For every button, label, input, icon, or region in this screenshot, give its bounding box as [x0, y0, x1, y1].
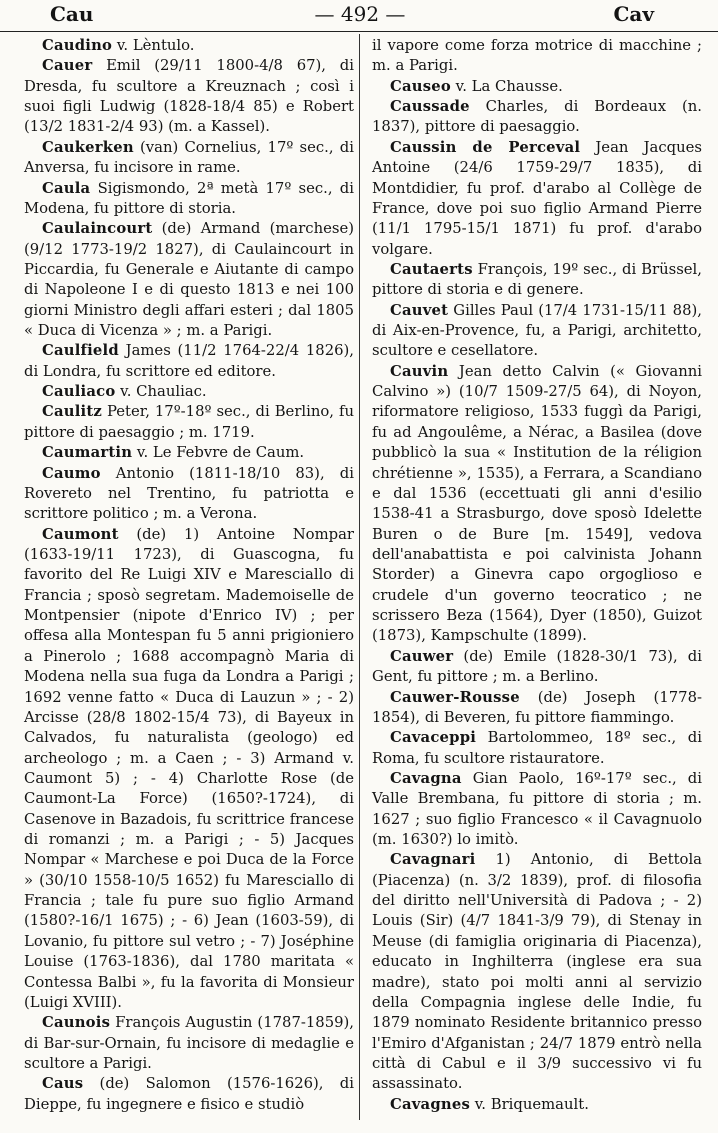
- entry-headword: Cavaceppi: [390, 729, 477, 747]
- dictionary-entry: [24, 525, 354, 1014]
- dictionary-entry: [372, 647, 702, 688]
- entry-headword: Caudino: [42, 37, 113, 54]
- entry-body: (de) Joseph (1778-1854), di Beveren, fu pittore fiammingo.: [372, 688, 702, 726]
- entry-headword: Cavagna: [390, 769, 462, 787]
- column-divider: [359, 34, 360, 1120]
- entry-body: Bartolommeo, 18º sec., di Roma, fu scultore ristauratore.: [372, 729, 702, 767]
- entry-headword: Caulfield: [42, 342, 119, 360]
- entry-headword: Caussin de Perceval: [390, 138, 581, 156]
- entry-body: (de) Emile (1828-30/1 73), di Gent, fu pittore ; m. a Berlino.: [372, 647, 702, 686]
- entry-headword: Caulaincourt: [42, 220, 153, 238]
- entry-headword: Caumont: [42, 525, 119, 543]
- dictionary-entry: [24, 1074, 354, 1115]
- right-column: [372, 36, 702, 1115]
- entry-headword: Cavagnari: [390, 851, 476, 869]
- dictionary-entry: [24, 56, 354, 137]
- entry-body: James (11/2 1764-22/4 1826), di Londra, fu scrittore ed editore.: [24, 342, 354, 380]
- entry-headword: Caunois: [42, 1014, 111, 1032]
- dictionary-entry: [24, 382, 354, 402]
- entry-headword: Cauvet: [390, 301, 449, 319]
- entry-headword: Cauer: [42, 57, 93, 75]
- dictionary-entry: [372, 97, 702, 138]
- dictionary-entry: [24, 36, 354, 56]
- dictionary-entry: [372, 301, 702, 362]
- entry-headword: Caukerken: [42, 138, 134, 156]
- entry-body: François Augustin (1787-1859), di Bar-sur-Ornain, fu incisore di medaglie e scultore a Parigi.: [24, 1014, 354, 1072]
- entry-body: Sigismondo, 2ª metà 17º sec., di Modena, fu pittore di storia.: [24, 179, 354, 217]
- dictionary-entry: [372, 362, 702, 647]
- entry-headword: Cavagnes: [390, 1095, 470, 1113]
- entry-body: (de) Salomon (1576-1626), di Dieppe, fu ingegnere e fisico e studiò: [24, 1075, 354, 1113]
- entry-headword: Cauvin: [390, 362, 449, 380]
- dictionary-entry: [24, 179, 354, 220]
- entry-body: il vapore come forza motrice di macchine ; m. a Parigi.: [372, 37, 702, 75]
- entry-body: Jean detto Calvin (« Giovanni Calvino ») (10/7 1509-27/5 64), di Noyon, riformatore religioso, 1533 fuggì da Parigi, fu ad Angoulême, a Nérac, a Basilea (dove pubblicò la sua « Institution de la réligion chrétienne », 1535), a Ferrara, a Scandiano e dal 1536 (eccettuati gli anni d'esilio 1538-41 a Strasburgo, dove sposò Idelette Buren o de Bure [m. 1549], vedova dell'anabattista e poi calvinista Johann Storder) a Ginevra capo orgoglioso e crudele d'un governo teocratico ; ne scrissero Beza (1564), Dyer (1850), Guizot (1873), Kampschulte (1899).: [372, 362, 702, 645]
- entry-body: Peter, 17º-18º sec., di Berlino, fu pittore di paesaggio ; m. 1719.: [24, 403, 354, 441]
- entry-body: Gian Paolo, 16º-17º sec., di Valle Brembana, fu pittore di storia ; m. 1627 ; suo figlio Francesco « il Cavagnuolo (m. 1630?) lo imitò.: [372, 769, 702, 849]
- dictionary-entry: [372, 138, 702, 260]
- entry-body: v. Chauliac.: [115, 383, 207, 401]
- entry-headword: Caussade: [390, 98, 470, 116]
- entry-headword: Cauliaco: [42, 383, 116, 401]
- entry-body: (van) Cornelius, 17º sec., di Anversa, fu incisore in rame.: [24, 138, 354, 177]
- entry-body: Emil (29/11 1800-4/8 67), di Dresda, fu scultore a Kreuznach ; così i suoi figli Ludwig (1828-18/4 85) e Robert (13/2 1831-2/4 93) (m. a Kassel).: [24, 57, 354, 136]
- dictionary-entry: [372, 1095, 702, 1115]
- entry-body: (de) Armand (marchese) (9/12 1773-19/2 1827), di Caulaincourt in Piccardia, fu Generale e Aiutante di campo di Napoleone I e di questo 1813 e nei 100 giorni Ministro degli affari esteri ; dal 1805 « Duca di Vicenza » ; m. a Parigi.: [24, 220, 354, 340]
- entry-headword: Causeo: [390, 77, 451, 95]
- dictionary-entry: [24, 138, 354, 179]
- entry-body: Jean Jacques Antoine (24/6 1759-29/7 1835), di Montdidier, fu prof. d'arabo al Collège de France, dove poi suo figlio Armand Pierre (11/1 1795-15/1 1871) fu prof. d'arabo volgare.: [372, 138, 703, 258]
- left-column: [24, 36, 354, 1115]
- dictionary-entry: [24, 1013, 354, 1074]
- entry-body: François, 19º sec., di Brüssel, pittore di storia e di genere.: [372, 260, 702, 299]
- entry-body: v. La Chausse.: [450, 77, 563, 95]
- entry-headword: Cauwer: [390, 647, 454, 665]
- entry-body: Gilles Paul (17/4 1731-15/11 88), di Aix-en-Provence, fu, a Parigi, architetto, scultore e cesellatore.: [372, 301, 702, 360]
- entry-headword: Cauwer-Rousse: [390, 688, 520, 706]
- entry-body: 1) Antonio, di Bettola (Piacenza) (n. 3/2 1839), prof. di filosofia del diritto nell'Università di Padova ; - 2) Louis (Sir) (4/7 1841-3/9 79), di Stenay in Meuse (di famiglia originaria di Piacenza), educato in Inghilterra (inglese era sua madre), stato poi molti anni al servizio della Compagnia inglese delle Indie, fu 1879 nominato Residente britannico presso l'Emiro d'Afganistan ; 24/7 1879 entrò nella città di Cabul e il 3/9 successivo vi fu assassinato.: [372, 851, 702, 1093]
- entry-headword: Caula: [42, 179, 91, 197]
- entry-body: Antonio (1811-18/10 83), di Rovereto nel Trentino, fu patriotta e scrittore politico ; m. a Verona.: [24, 464, 354, 523]
- page-header: [0, 2, 718, 28]
- entry-headword: Caumo: [42, 464, 101, 482]
- page-number: — 492 —: [314, 2, 406, 26]
- entry-body: v. Briquemault.: [470, 1095, 589, 1113]
- entry-headword: Caus: [42, 1075, 84, 1093]
- dictionary-entry: [24, 402, 354, 443]
- entry-headword: Caumartin: [42, 444, 133, 462]
- dictionary-entry: [372, 728, 702, 769]
- entry-body: v. Le Febvre de Caum.: [132, 444, 305, 462]
- running-head-left: Cau: [50, 2, 94, 26]
- dictionary-entry: [372, 850, 702, 1094]
- dictionary-entry: [372, 769, 702, 850]
- entry-headword: Caulitz: [42, 403, 103, 421]
- dictionary-entry: [24, 219, 354, 341]
- entry-body: (de) 1) Antoine Nompar (1633-19/11 1723), di Guascogna, fu favorito del Re Luigi XIV e Maresciallo di Francia ; sposò segretam. Mademoiselle de Montpensier (nipote d'Enrico IV) ; per offesa alla Montespan fu 5 anni prigioniero a Pinerolo ; 1688 accompagnò Maria di Modena nella sua fuga da Londra a Parigi ; 1692 venne fatto « Duca di Lauzun » ; - 2) Arcisse (28/8 1802-15/4 73), di Bayeux in Calvados, fu naturalista (geologo) ed archeologo ; m. a Caen ; - 3) Armand v. Caumont 5) ; - 4) Charlotte Rose (de Caumont-La Force) (1650?-1724), di Casenove in Bazadois, fu scrittrice francese di romanzi ; m. a Parigi ; - 5) Jacques Nompar « Marchese e poi Duca de la Force » (30/10 1558-10/5 1652) fu Maresciallo di Francia ; tale fu pure suo figlio Armand (1580?-16/1 1675) ; - 6) Jean (1603-59), di Lovanio, fu pittore sul vetro ; - 7) Joséphine Louise (1763-1836), dal 1780 maritata « Contessa Balbi », fu la favorita di Monsieur (Luigi XVIII).: [24, 525, 354, 1011]
- dictionary-entry: [372, 688, 702, 729]
- dictionary-entry: [24, 464, 354, 525]
- entry-body: Charles, di Bordeaux (n. 1837), pittore di paesaggio.: [372, 98, 702, 136]
- dictionary-entry: [24, 341, 354, 382]
- entry-body: v. Lèntulo.: [112, 37, 195, 54]
- running-head-right: Cav: [613, 2, 654, 26]
- dictionary-entry: [372, 77, 702, 97]
- dictionary-entry: [372, 260, 702, 301]
- dictionary-entry: [372, 36, 702, 77]
- entry-headword: Cautaerts: [390, 260, 473, 278]
- dictionary-entry: [24, 443, 354, 463]
- header-rule: [0, 31, 718, 32]
